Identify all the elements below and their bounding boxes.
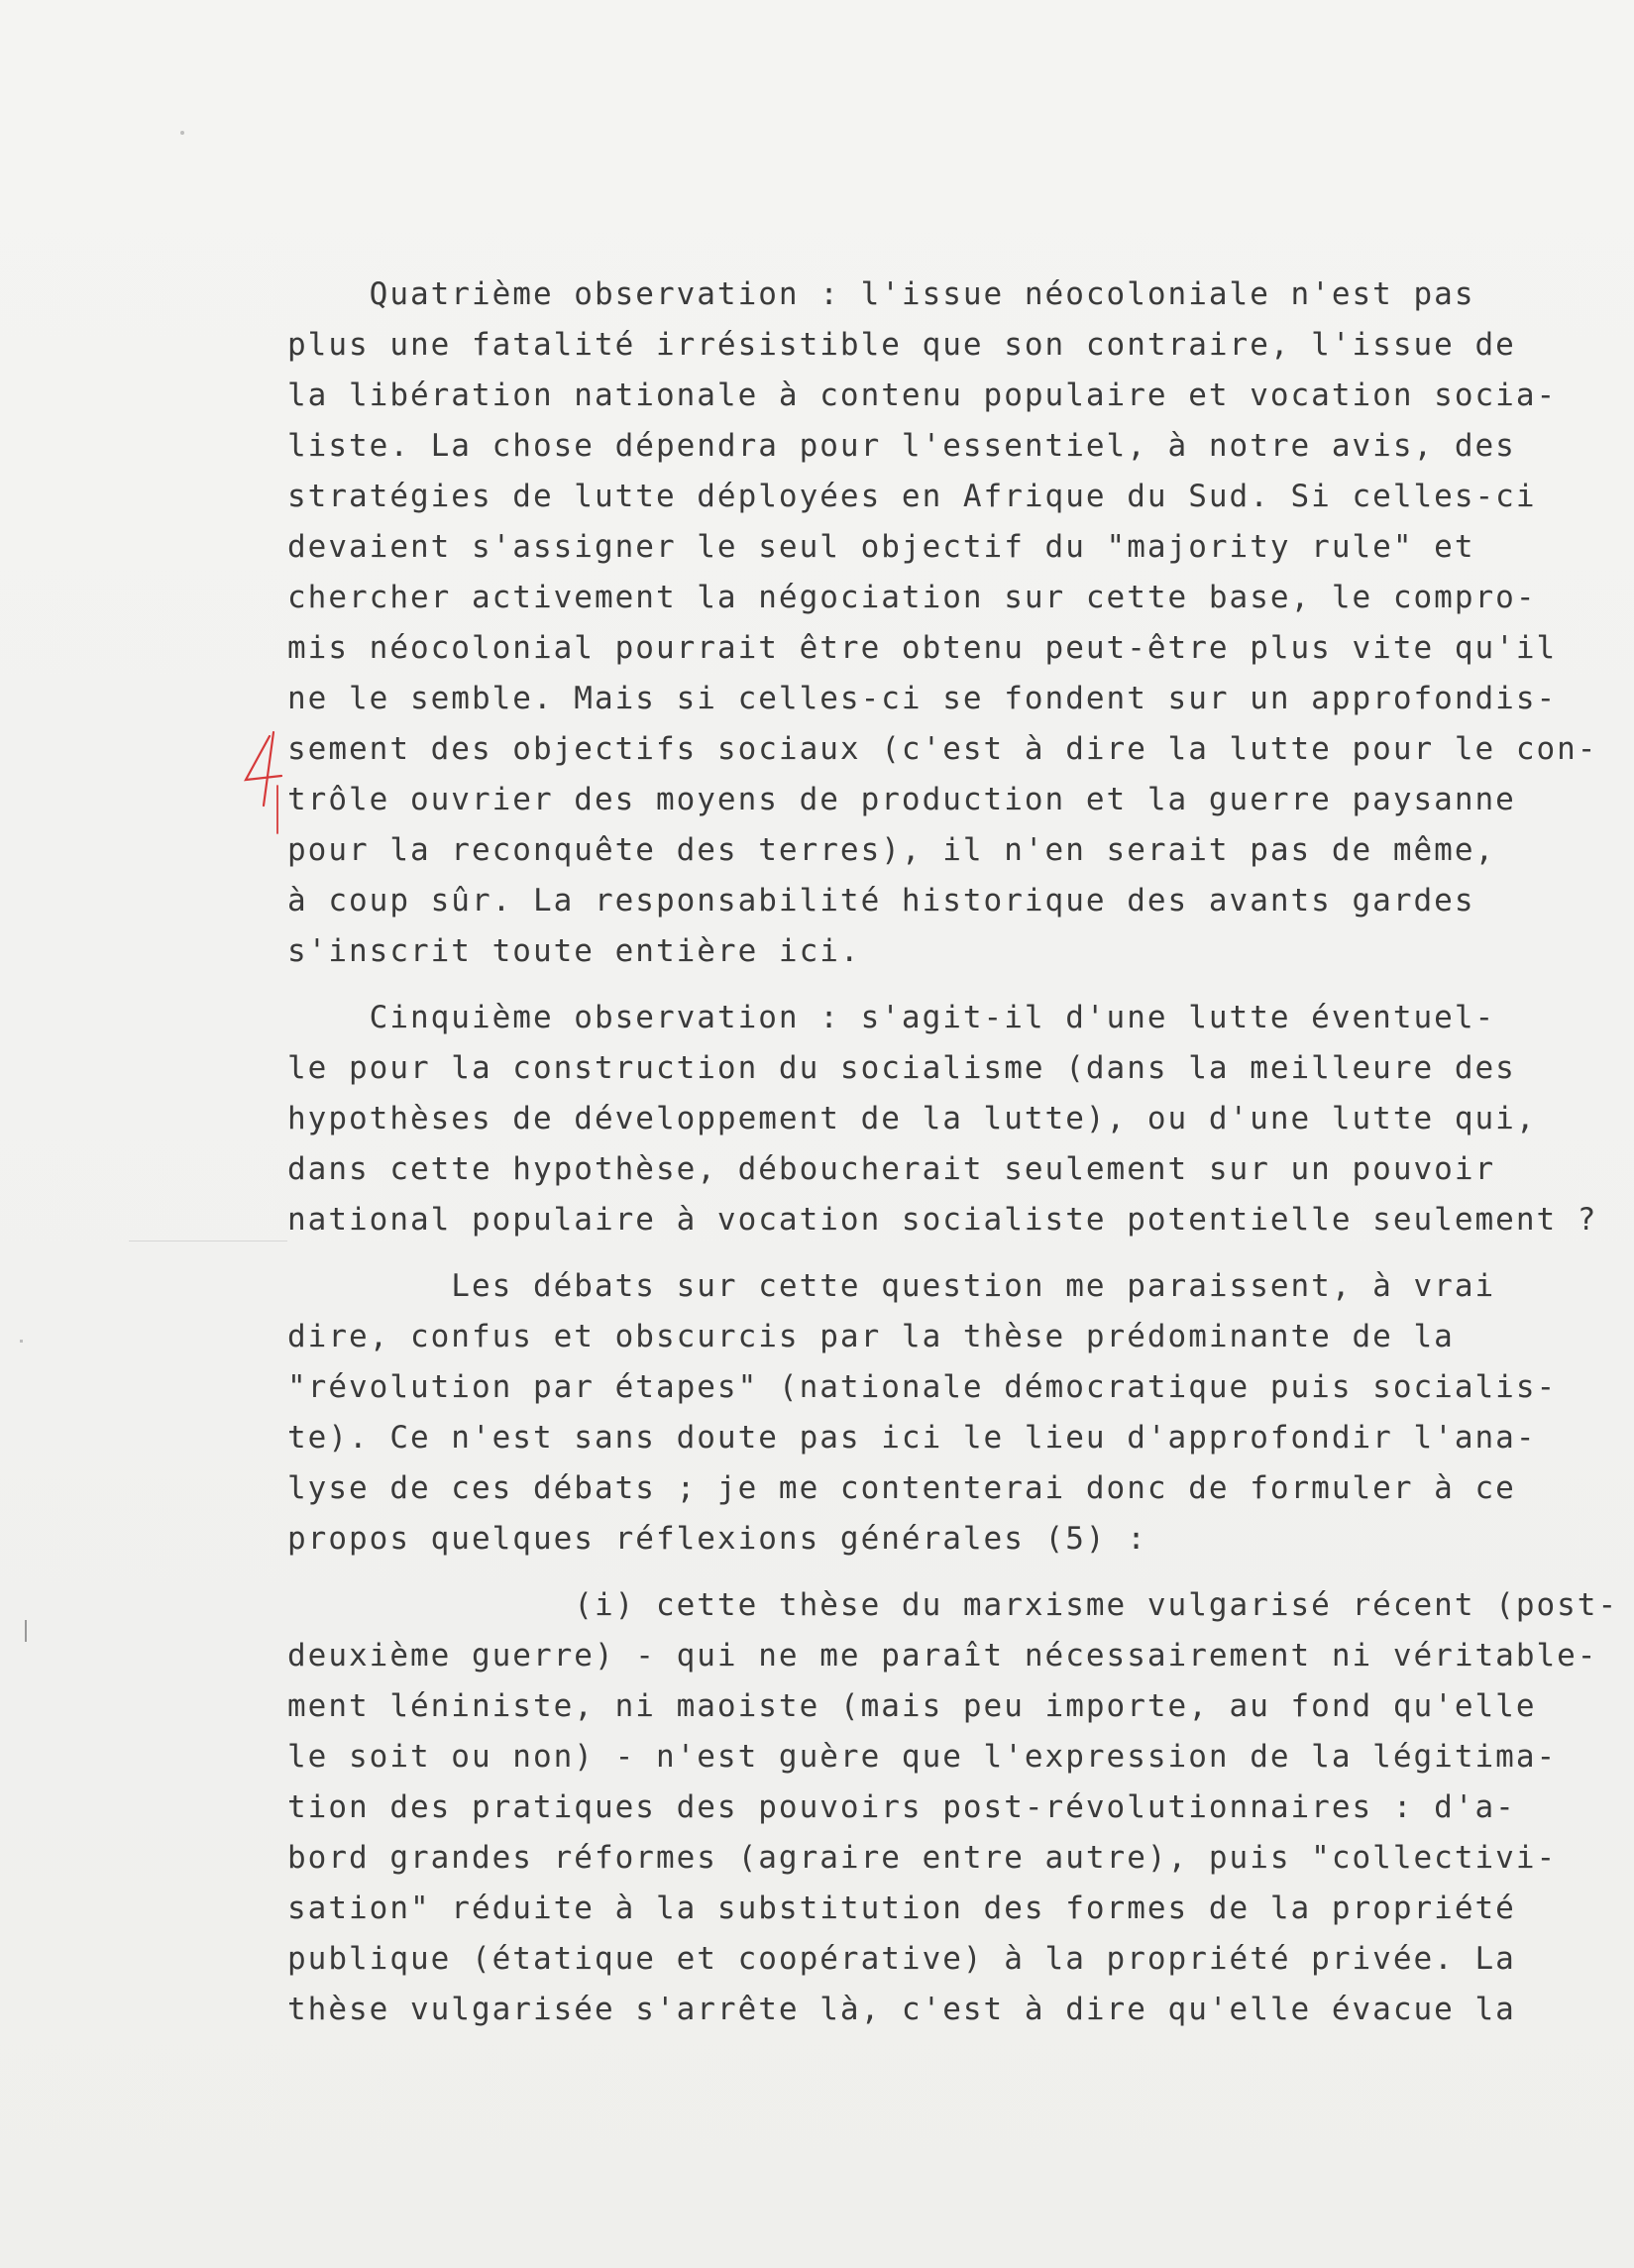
text-line: s'inscrit toute entière ici. (287, 933, 861, 969)
paragraph-gap (287, 1565, 1576, 1580)
text-line: ne le semble. Mais si celles-ci se fondent sur un approfondis- (287, 681, 1558, 716)
text-line: tion des pratiques des pouvoirs post-révolutionnaires : d'a- (287, 1789, 1516, 1825)
text-line: le pour la construction du socialisme (dans la meilleure des (287, 1050, 1516, 1086)
text-line: la libération nationale à contenu populaire et vocation socia- (287, 378, 1558, 413)
text-line: stratégies de lutte déployées en Afrique du Sud. Si celles-ci (287, 479, 1537, 514)
text-line: lyse de ces débats ; je me contenterai donc de formuler à ce (287, 1470, 1516, 1506)
text-line: hypothèses de développement de la lutte), ou d'une lutte qui, (287, 1101, 1537, 1136)
text-line: sation" réduite à la substitution des formes de la propriété (287, 1890, 1516, 1926)
paragraph-gap (287, 977, 1576, 993)
scan-artifact (129, 1241, 287, 1242)
text-line: mis néocolonial pourrait être obtenu peut-être plus vite qu'il (287, 630, 1558, 666)
paragraph-fourth-observation (287, 270, 1598, 977)
text-line: te). Ce n'est sans doute pas ici le lieu d'approfondir l'ana- (287, 1420, 1537, 1456)
text-line: le soit ou non) - n'est guère que l'expression de la légitima- (287, 1739, 1558, 1775)
paragraph-fifth-observation (287, 993, 1598, 1245)
text-line: Les débats sur cette question me paraissent, à vrai (287, 1268, 1496, 1304)
text-line: sement des objectifs sociaux (c'est à dire la lutte pour le con- (287, 731, 1598, 767)
text-line: "révolution par étapes" (nationale démocratique puis socialis- (287, 1369, 1558, 1405)
paragraph-debates (287, 1261, 1576, 1565)
text-line: dire, confus et obscurcis par la thèse prédominante de la (287, 1319, 1455, 1354)
text-line: liste. La chose dépendra pour l'essentiel, à notre avis, des (287, 428, 1516, 464)
typed-text-body (287, 270, 1619, 2035)
text-line: ment léniniste, ni maoiste (mais peu importe, au fond qu'elle (287, 1688, 1537, 1724)
text-line: national populaire à vocation socialiste potentielle seulement ? (287, 1202, 1598, 1238)
text-line: (i) cette thèse du marxisme vulgarisé récent (post- (287, 1587, 1619, 1623)
text-line: bord grandes réformes (agraire entre autre), puis "collectivi- (287, 1840, 1558, 1876)
scan-artifact (20, 1340, 23, 1343)
text-line: publique (étatique et coopérative) à la propriété privée. La (287, 1941, 1516, 1977)
text-line: devaient s'assigner le seul objectif du "majority rule" et (287, 529, 1475, 565)
text-line: deuxième guerre) - qui ne me paraît nécessairement ni véritable- (287, 1638, 1598, 1674)
scan-artifact (180, 131, 184, 135)
text-line: Cinquième observation : s'agit-il d'une lutte éventuel- (287, 1000, 1496, 1035)
paragraph-gap (287, 1245, 1576, 1261)
scan-artifact (25, 1620, 27, 1642)
text-line: chercher activement la négociation sur cette base, le compro- (287, 580, 1537, 615)
text-line: trôle ouvrier des moyens de production et la guerre paysanne (287, 782, 1516, 817)
text-line: Quatrième observation : l'issue néocoloniale n'est pas (287, 276, 1475, 312)
text-line: à coup sûr. La responsabilité historique des avants gardes (287, 883, 1475, 918)
text-line: propos quelques réflexions générales (5) : (287, 1521, 1147, 1557)
text-line: pour la reconquête des terres), il n'en serait pas de même, (287, 832, 1496, 868)
text-line: dans cette hypothèse, déboucherait seulement sur un pouvoir (287, 1151, 1496, 1187)
text-line: thèse vulgarisée s'arrête là, c'est à dire qu'elle évacue la (287, 1992, 1516, 2027)
paragraph-point-i (287, 1580, 1619, 2035)
text-line: plus une fatalité irrésistible que son contraire, l'issue de (287, 327, 1516, 363)
